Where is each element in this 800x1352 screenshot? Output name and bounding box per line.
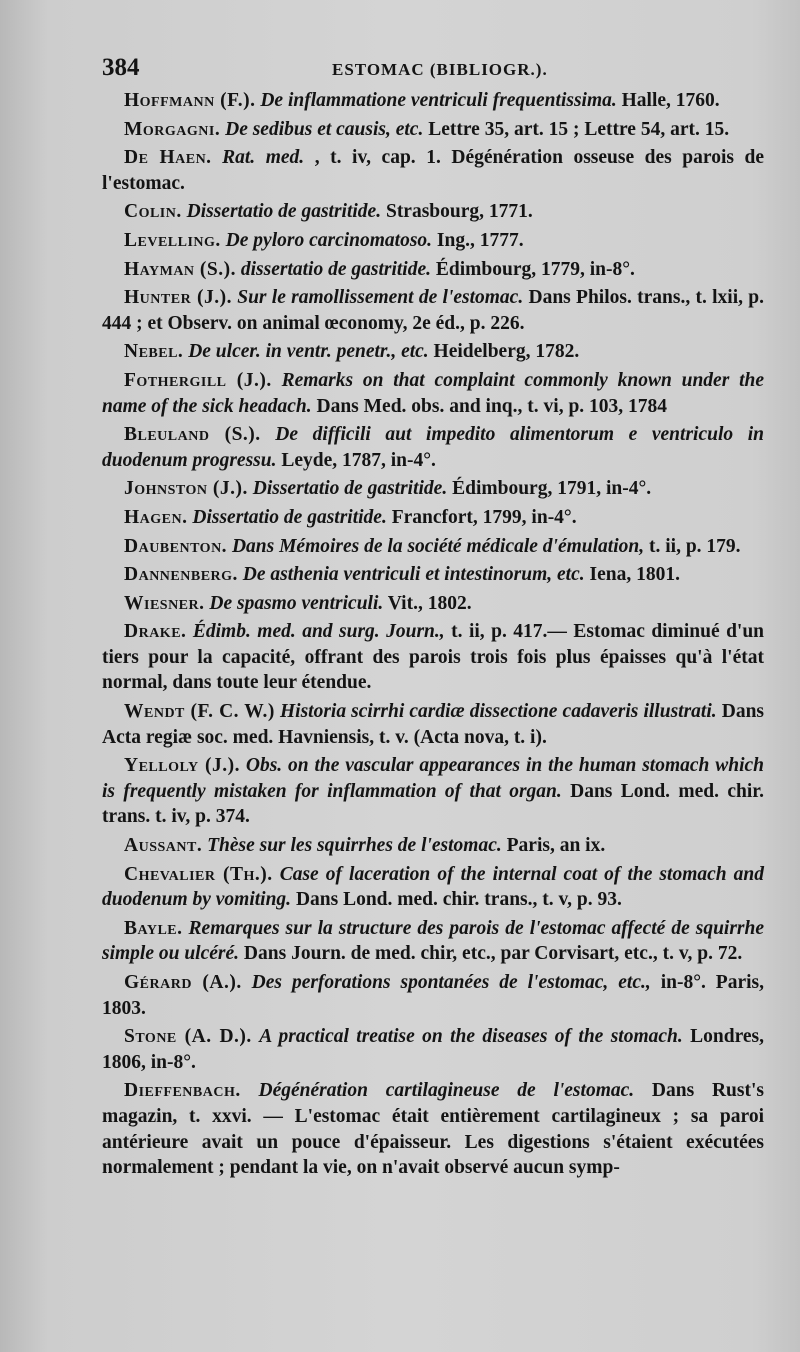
entry-title: Des perforations spontanées de l'estomac, etc., bbox=[251, 972, 651, 993]
bibliography-entry bbox=[102, 833, 764, 859]
entry-details: Dans Lond. med. chir. trans., t. v, p. 93. bbox=[295, 889, 622, 911]
entry-details: Francfort, 1799, in-4°. bbox=[391, 506, 577, 528]
entry-title: De asthenia ventriculi et intestinorum, etc. bbox=[242, 564, 585, 586]
bibliography-entry bbox=[102, 753, 764, 830]
entry-details: Dans Med. obs. and inq., t. vi, p. 103, 1784 bbox=[316, 395, 668, 417]
entry-title: Dissertatio de gastritide. bbox=[186, 201, 382, 223]
bibliography-entry bbox=[102, 862, 764, 913]
bibliography-entry bbox=[102, 145, 764, 196]
entry-author: Hoffmann (F.). bbox=[124, 90, 256, 111]
entry-details: Dans Journ. de med. chir, etc., par Corvisart, etc., t. v, p. 72. bbox=[243, 943, 743, 965]
entry-title: Dissertatio de gastritide. bbox=[252, 478, 448, 500]
entry-details: , t. iv, cap. 1. Dégénération osseuse des parois de l'estomac. bbox=[102, 147, 764, 194]
entry-details: Vit., 1802. bbox=[387, 592, 472, 614]
bibliography-entry bbox=[102, 562, 764, 588]
entry-title: Remarques sur la structure des parois de l'estomac affecté de squirrhe simple ou ulcéré. bbox=[102, 917, 765, 965]
entry-title: De pyloro carcinomatoso. bbox=[225, 229, 433, 251]
bibliography-entry bbox=[102, 699, 764, 750]
entry-details: Lettre 35, art. 15 ; Lettre 54, art. 15. bbox=[428, 118, 730, 140]
entry-author: Gérard (A.). bbox=[124, 972, 242, 993]
entry-title: Dans Mémoires de la société médicale d'émulation, bbox=[231, 535, 645, 557]
entry-details: t. ii, p. 417.— Estomac diminué d'un tiers pour la capacité, offrant des parois trois fois plus épaisses qu'à l'état normal, dans toute leur étendue. bbox=[102, 621, 765, 694]
bibliography-entry bbox=[102, 368, 764, 419]
entry-author: Daubenton. bbox=[124, 535, 228, 557]
entry-author: Stone (A. D.). bbox=[124, 1026, 252, 1048]
entry-author: Hagen. bbox=[124, 506, 188, 528]
bibliography-entry bbox=[102, 505, 764, 531]
entry-title: Remarks on that complaint commonly known under the name of the sick headach. bbox=[102, 369, 765, 417]
entry-title: Sur le ramollissement de l'estomac. bbox=[237, 287, 524, 309]
entry-author: Morgagni. bbox=[124, 118, 221, 140]
entry-author: Aussant. bbox=[124, 835, 203, 857]
entry-title: De spasmo ventriculi. bbox=[209, 592, 384, 614]
entry-details: Dans Rust's magazin, t. xxvi. — L'estomac était entièrement cartilagineux ; sa paroi antérieure avait un pouce d'épaisseur. Les digestions s'étaient exécutées normalement ; pendant la vie, on n'avait observé aucun symp- bbox=[102, 1080, 764, 1179]
bibliography-entry bbox=[102, 285, 764, 336]
entry-author: Bleuland (S.). bbox=[124, 424, 261, 446]
entry-title: De ulcer. in ventr. penetr., etc. bbox=[188, 341, 429, 363]
entry-title: Historia scirrhi cardiæ dissectione cadaveris illustrati. bbox=[279, 701, 717, 723]
entry-author: Chevalier (Th.). bbox=[124, 863, 273, 885]
bibliography-entry bbox=[102, 228, 764, 254]
entry-details: Ing., 1777. bbox=[436, 229, 524, 251]
entry-author: Dannenberg. bbox=[124, 564, 238, 586]
entry-details: Londres, 1806, in-8°. bbox=[102, 1026, 765, 1073]
bibliography-entry bbox=[102, 339, 764, 365]
bibliography-entry bbox=[102, 1024, 764, 1075]
bibliography-entry bbox=[102, 970, 764, 1021]
entry-details: Paris, an ix. bbox=[506, 835, 606, 857]
bibliography-entry bbox=[102, 422, 764, 473]
entry-title: De difficili aut impedito alimentorum e ventriculo in duodenum progressu. bbox=[102, 424, 765, 471]
entry-title: A practical treatise on the diseases of the stomach. bbox=[259, 1026, 683, 1048]
entry-author: Wendt (F. C. W.) bbox=[124, 701, 275, 723]
entry-details: Édimbourg, 1791, in-4°. bbox=[452, 478, 652, 500]
entry-details: Dans Acta regiæ soc. med. Havniensis, t. v. (Acta nova, t. i). bbox=[102, 701, 765, 748]
entry-details: Halle, 1760. bbox=[621, 90, 720, 111]
entry-author: Johnston (J.). bbox=[124, 478, 248, 500]
bibliography-entry bbox=[102, 916, 764, 967]
bibliography-list bbox=[102, 88, 764, 1181]
entry-author: Nebel. bbox=[124, 341, 184, 363]
entry-title: De sedibus et causis, etc. bbox=[225, 118, 424, 140]
entry-details: Strasbourg, 1771. bbox=[385, 201, 533, 223]
entry-title: Case of laceration of the internal coat of the stomach and duodenum by vomiting. bbox=[102, 863, 764, 911]
bibliography-entry bbox=[102, 199, 764, 225]
entry-author: Dieffenbach. bbox=[124, 1080, 241, 1102]
running-head: ESTOMAC (BIBLIOGR.). bbox=[332, 60, 548, 79]
entry-author: Bayle. bbox=[124, 917, 183, 939]
entry-title: Obs. on the vascular appearances in the human stomach which is frequently mistaken for inflammation of that organ. bbox=[102, 755, 765, 802]
entry-author: Colin. bbox=[124, 201, 182, 223]
page-number: 384 bbox=[102, 54, 140, 81]
entry-details: Édimbourg, 1779, in-8°. bbox=[435, 258, 635, 280]
entry-author: Wiesner. bbox=[124, 592, 205, 614]
entry-title: De inflammatione ventriculi frequentissima. bbox=[260, 90, 617, 111]
entry-title: Rat. med. bbox=[222, 147, 305, 169]
entry-details: in-8°. Paris, 1803. bbox=[102, 972, 765, 1019]
bibliography-entry bbox=[102, 1078, 764, 1180]
entry-author: Hayman (S.). bbox=[124, 258, 236, 280]
bibliography-entry bbox=[102, 117, 764, 143]
entry-author: Drake. bbox=[124, 621, 187, 643]
entry-title: Thèse sur les squirrhes de l'estomac. bbox=[207, 835, 502, 857]
bibliography-entry bbox=[102, 534, 764, 560]
entry-details: Iena, 1801. bbox=[589, 564, 680, 586]
entry-details: t. ii, p. 179. bbox=[648, 535, 741, 557]
bibliography-entry bbox=[102, 591, 764, 617]
entry-author: Levelling. bbox=[124, 229, 221, 251]
bibliography-entry bbox=[102, 88, 764, 114]
entry-details: Dans Philos. trans., t. lxii, p. 444 ; et Observ. on animal œconomy, 2e éd., p. 226. bbox=[102, 287, 765, 334]
entry-author: Hunter (J.). bbox=[124, 287, 232, 309]
page-header bbox=[102, 46, 764, 88]
entry-details: Leyde, 1787, in-4°. bbox=[281, 449, 436, 471]
bibliography-entry bbox=[102, 257, 764, 283]
entry-author: De Haen. bbox=[124, 147, 212, 169]
bibliography-entry bbox=[102, 476, 764, 502]
bibliography-entry bbox=[102, 619, 764, 696]
entry-title: Dégénération cartilagineuse de l'estomac. bbox=[258, 1080, 635, 1102]
entry-title: dissertatio de gastritide. bbox=[240, 258, 431, 280]
entry-author: Yelloly (J.). bbox=[124, 755, 240, 777]
entry-author: Fothergill (J.). bbox=[124, 369, 272, 391]
entry-title: Édimb. med. and surg. Journ., bbox=[192, 621, 445, 643]
entry-title: Dissertatio de gastritide. bbox=[192, 506, 387, 528]
entry-details: Heidelberg, 1782. bbox=[433, 341, 580, 363]
entry-details: Dans Lond. med. chir. trans. t. iv, p. 374. bbox=[102, 780, 764, 828]
